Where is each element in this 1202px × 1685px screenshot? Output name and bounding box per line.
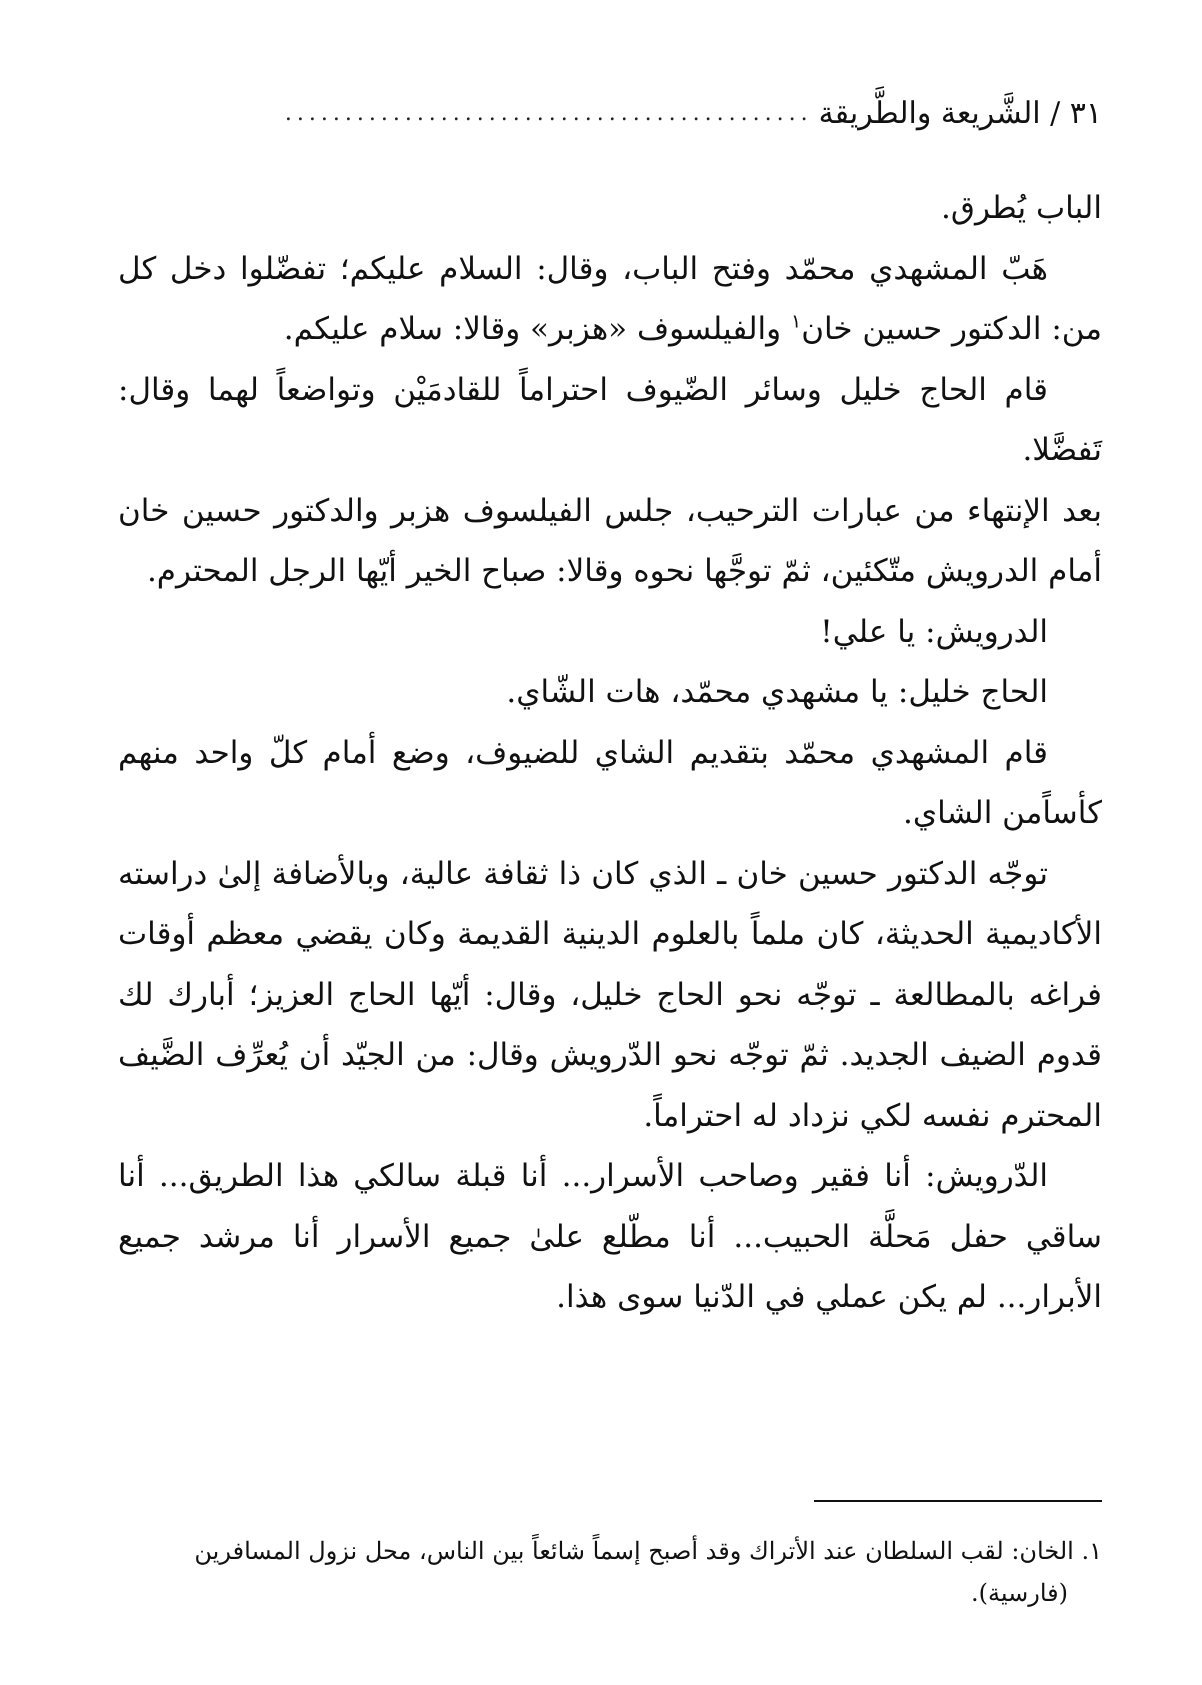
footnote-divider (814, 1500, 1102, 1502)
running-header (112, 88, 1102, 138)
footnote-reference: ١ (790, 310, 802, 333)
header-separator: / (1050, 95, 1061, 131)
footnote (118, 1530, 1102, 1614)
footnote-line (118, 1530, 1102, 1572)
paragraph: الدّرويش: أنا فقير وصاحب الأسرار... أنا قبلة سالكي هذا الطريق... أنا ساقي حفل مَحلَّة الحبيب... أنا مطّلع علىٰ جميع الأسرار أنا مرشد جميع الأبرار... لم يكن عملي في الدّنيا سوى هذا. (118, 1158, 1102, 1315)
paragraph: الدرويش: يا علي! (820, 613, 1048, 650)
header-leader-dots: ............................................ (284, 100, 813, 126)
footnote-continuation: (فارسية). (971, 1579, 1068, 1607)
footnote-number: ١. (1081, 1537, 1102, 1565)
paragraph: الباب يُطرق. (941, 190, 1102, 226)
page-number: ٣١ (1069, 95, 1102, 131)
paragraph: قام الحاج خليل وسائر الضّيوف احتراماً للقادمَيْن وتواضعاً لهما وقال: تَفضَّلا. (118, 371, 1102, 468)
paragraph: بعد الإنتهاء من عبارات الترحيب، جلس الفيلسوف هزبر والدكتور حسين خان أمام الدرويش متّكئين، ثمّ توجَّها نحوه وقالا: صباح الخير أيّها الرجل المحترم. (118, 492, 1102, 589)
footnote-text: الخان: لقب السلطان عند الأتراك وقد أصبح إسماً شائعاً بين الناس، محل نزول المسافرين (194, 1537, 1074, 1565)
paragraph: قام المشهدي محمّد بتقديم الشاي للضيوف، وضع أمام كلّ واحد منهم كأساًمن الشاي. (118, 734, 1102, 831)
book-title: الشَّريعة والطَّريقة (818, 95, 1041, 131)
paragraph: الحاج خليل: يا مشهدي محمّد، هات الشّاي. (506, 674, 1048, 710)
body-text (118, 178, 1102, 1328)
paragraph: توجّه الدكتور حسين خان ـ الذي كان ذا ثقافة عالية، وبالأضافة إلىٰ دراسته الأكاديمية الحديثة، كان ملماً بالعلوم الدينية القديمة وكان يقضي معظم أوقات فراغه بالمطالعة ـ توجّه نحو الحاج خليل، وقال: أيّها الحاج العزيز؛ أبارك لك قدوم الضيف الجديد. ثمّ توجّه نحو الدّرويش وقال: من الجيّد أن يُعرِّف الضَّيف المحترم نفسه لكي نزداد له احتراماً. (118, 855, 1102, 1134)
paragraph: هَبّ المشهدي محمّد وفتح الباب، وقال: السلام عليكم؛ تفضّلوا دخل كل من: الدكتور حسين خان$^١$ والفيلسوف «هزبر» وقالا: سلام عليكم. (118, 250, 1102, 347)
